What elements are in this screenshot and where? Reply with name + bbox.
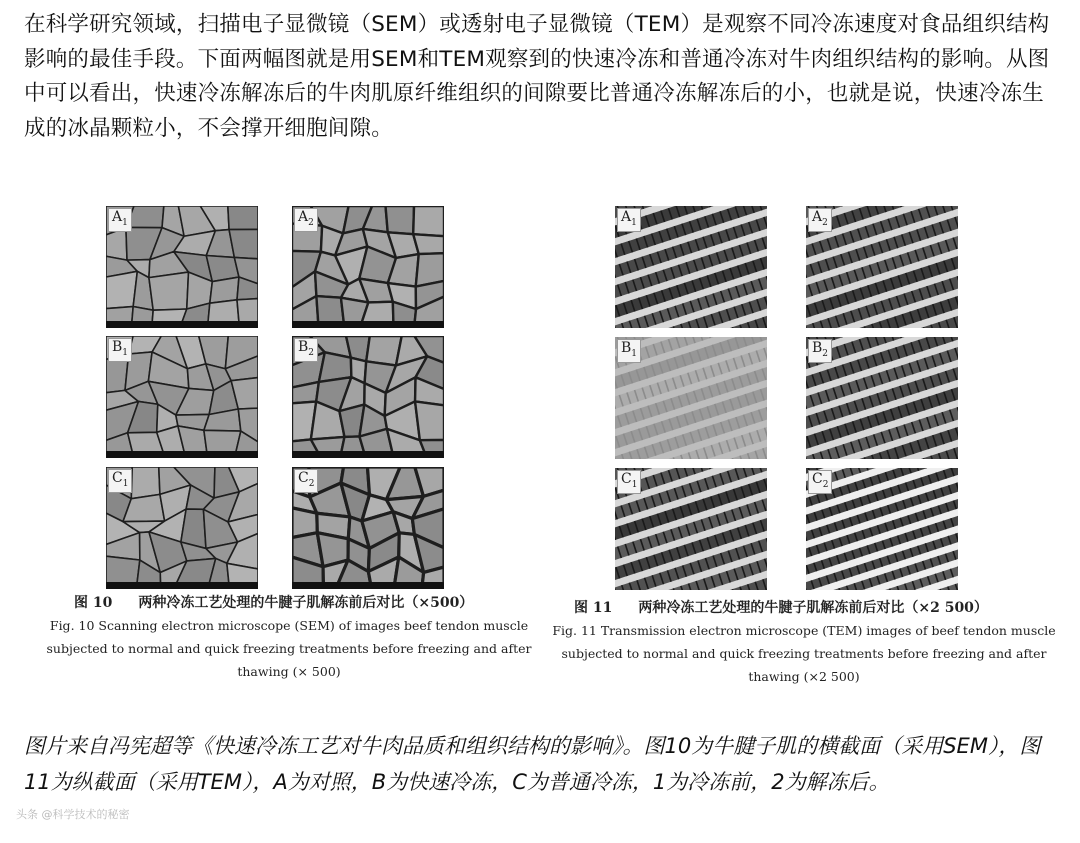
- scale-bar: [106, 451, 258, 458]
- watermark: 头条 @科学技术的秘密: [16, 808, 130, 821]
- sem-panel: [292, 336, 444, 458]
- panel-label: $B_2$: [808, 339, 832, 363]
- source-note: 图片来自冯宪超等《快速冷冻工艺对牛肉品质和组织结构的影响》。图10为牛腱子肌的横截面（采用SEM），图11为纵截面（采用TEM），A为对照，B为快速冷冻，C为普通冷冻，1为冷冻前，2为解冻后。: [24, 734, 1041, 794]
- panel-label: $A_2$: [808, 208, 832, 232]
- panel-label: $A_2$: [294, 208, 318, 232]
- tem-panel: [806, 337, 958, 459]
- scale-bar: [292, 582, 444, 589]
- scale-bar: [292, 451, 444, 458]
- tem-panel: [806, 468, 958, 590]
- figure-11-caption-en: Fig. 11 Transmission electron microscope (TEM) images of beef tendon muscle subjected to normal and quick freezing treatments before freezing and after thawing (×2 500): [552, 623, 1056, 684]
- figure-10-title-zh: 图 10 两种冷冻工艺处理的牛腱子肌解冻前后对比（×500）: [74, 595, 474, 611]
- sem-panel: [106, 336, 258, 458]
- tem-panel: [615, 468, 767, 590]
- panel-label: $A_1$: [617, 208, 641, 232]
- tem-panel: [806, 206, 958, 328]
- panel-label: $C_1$: [108, 469, 132, 493]
- sem-panel: [292, 467, 444, 589]
- scale-bar: [106, 321, 258, 328]
- sem-panel: [292, 206, 444, 328]
- panel-label: $C_2$: [294, 469, 318, 493]
- tem-panel: [615, 206, 767, 328]
- panel-label: $B_1$: [108, 338, 132, 362]
- figure-10-caption-en: Fig. 10 Scanning electron microscope (SEM) of images beef tendon muscle subjected to normal and quick freezing treatments before freezing and after thawing (× 500): [46, 618, 532, 679]
- sem-panel: [106, 206, 258, 328]
- scale-bar: [106, 582, 258, 589]
- tem-panel: [615, 337, 767, 459]
- figure-10-caption: [36, 592, 542, 683]
- panel-label: $B_1$: [617, 339, 641, 363]
- panel-label: $C_2$: [808, 470, 832, 494]
- figure-11-title-zh: 图 11 两种冷冻工艺处理的牛腱子肌解冻前后对比（×2 500）: [574, 600, 988, 616]
- figure-11-caption: [548, 597, 1060, 688]
- intro-paragraph: 在科学研究领域，扫描电子显微镜（SEM）或透射电子显微镜（TEM）是观察不同冷冻速度对食品组织结构影响的最佳手段。下面两幅图就是用SEM和TEM观察到的快速冷冻和普通冷冻对牛肉组织结构的影响。从图中可以看出，快速冷冻解冻后的牛肉肌原纤维组织的间隙要比普通冷冻解冻后的小，也就是说，快速冷冻生成的冰晶颗粒小，不会撑开细胞间隙。: [24, 12, 1050, 141]
- panel-label: $B_2$: [294, 338, 318, 362]
- scale-bar: [292, 321, 444, 328]
- panel-label: $A_1$: [108, 208, 132, 232]
- panel-label: $C_1$: [617, 470, 641, 494]
- sem-panel: [106, 467, 258, 589]
